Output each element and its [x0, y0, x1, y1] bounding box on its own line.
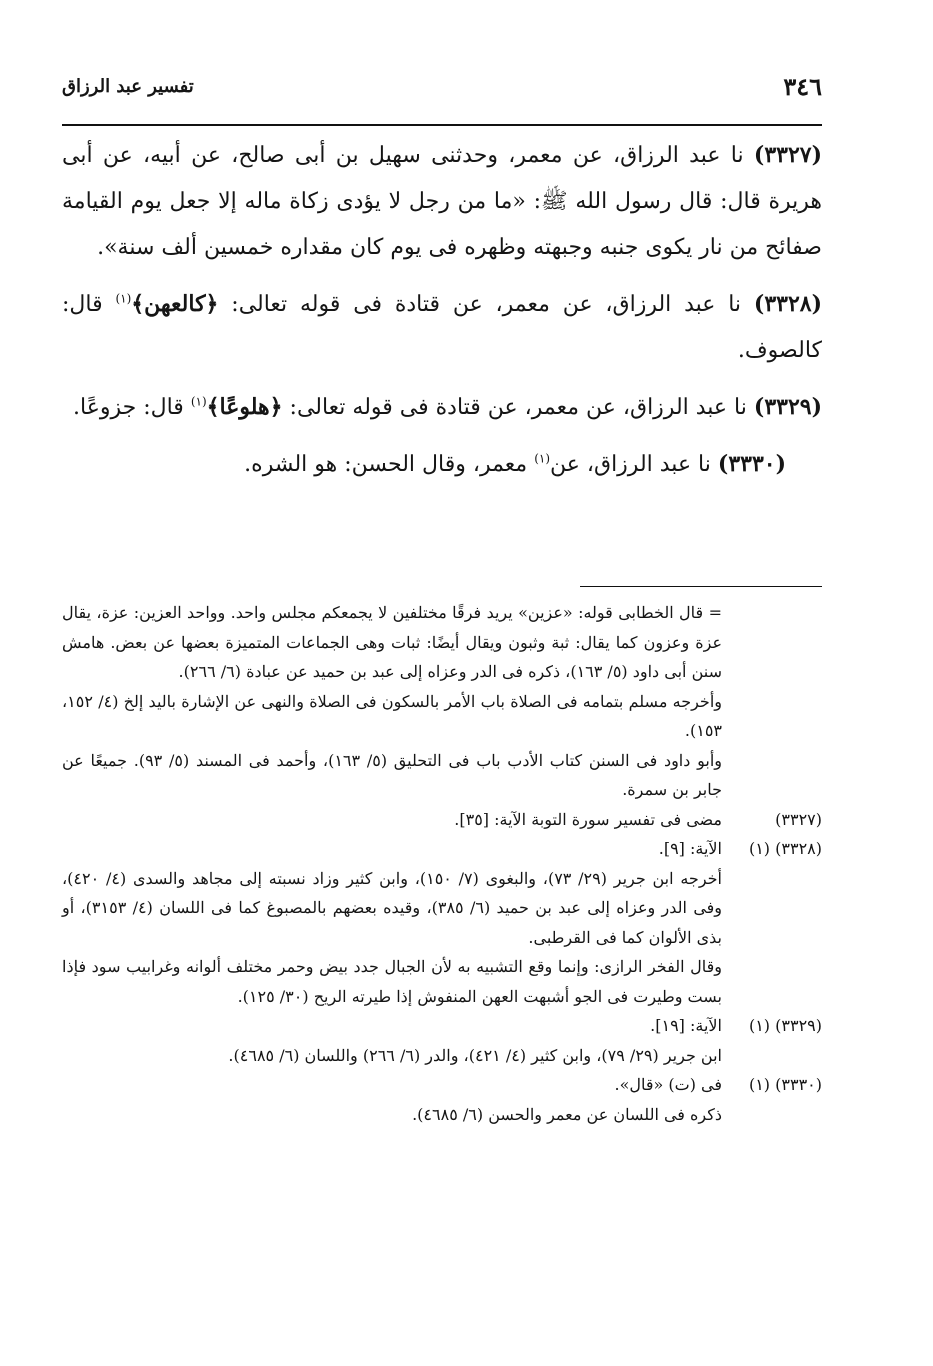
footnote-item — [62, 805, 822, 835]
running-title: تفسير عبد الرزاق — [62, 76, 194, 97]
footnote-item — [62, 1070, 822, 1100]
entry-3330 — [62, 441, 822, 488]
footnote-ref: (٣٣٢٧) — [775, 809, 822, 829]
footnote-marker: (١) — [115, 291, 132, 306]
entry-text: قال: كالصوف. — [62, 292, 822, 363]
header-rule — [62, 124, 822, 126]
entry-number: (٣٣٢٧) — [753, 142, 822, 168]
entry-number: (٣٣٢٩) — [753, 394, 822, 420]
main-text — [62, 132, 822, 498]
entry-number: (٣٣٣٠) — [717, 451, 786, 477]
page-header — [62, 70, 822, 100]
footnote-continuation: وأبو داود فى السنن كتاب الأدب باب فى التحليق (٥/ ١٦٣)، وأحمد فى المسند (٥/ ٩٣). جميعًا عن جابر بن سمرة. — [62, 750, 722, 799]
entry-text: قال: جزوعًا. — [73, 395, 184, 420]
footnote-marker: (١) — [534, 451, 551, 466]
entry-text: معمر، وقال الحسن: هو الشره. — [244, 452, 528, 477]
footnote-text: فى (ت) «قال». — [614, 1075, 722, 1094]
footnote-text: ذكره فى اللسان عن معمر والحسن (٦/ ٤٦٨٥). — [412, 1104, 722, 1124]
entry-text: نا عبد الرزاق، عن معمر، وحدثنى سهيل بن أبى صالح، عن أبيه، عن أبى هريرة قال: قال رسول الله ﷺ: «ما من رجل لا يؤدى زكاة ماله إلا جعل يوم القيامة صفائح من نار يكوى جنبه وجبهته وظهره فى يوم كان مقداره خمسين ألف سنة». — [62, 143, 822, 260]
footnote-text: وقال الفخر الرازى: وإنما وقع التشبيه به لأن الجبال جدد بيض وحمر مختلف ألوانه وغرابيب سود فإذا بست وطيرت فى الجو أشبهت العهن المنفوش إذا طيرته الريح (٣٠/ ١٢٥). — [62, 957, 722, 1006]
entry-text: نا عبد الرزاق، عن معمر، عن قتادة فى قوله تعالى: — [289, 395, 747, 420]
footnote-separator — [580, 586, 822, 587]
footnote-marker: (١) — [190, 394, 207, 409]
footnote-text: ابن جرير (٢٩/ ٧٩)، وابن كثير (٤/ ٤٢١)، والدر (٦/ ٢٦٦) واللسان (٦/ ٤٦٨٥). — [228, 1045, 722, 1065]
footnote-ref: (٣٣٢٩) (١) — [748, 1016, 822, 1035]
entry-3328 — [62, 281, 822, 374]
page-number: ٣٤٦ — [783, 72, 822, 101]
footnote-ref: (٣٣٣٠) (١) — [748, 1075, 822, 1094]
footnote-text: الآية: [١٩]. — [650, 1016, 722, 1035]
entry-text: نا عبد الرزاق، عن — [550, 452, 711, 477]
footnote-continuation: = قال الخطابى قوله: «عزين» يريد فرقًا مختلفين لا يجمعكم مجلس واحد. وواحد العزين: عزة، يقال عزة وعزون كما يقال: ثبة وثبون ويقال أيضًا: ثبات وهى الجماعات المتميزة بعضها عن بعض. هامش سنن أبى داود (٥/ ١٦٣)، ذكره فى الدر وعزاه إلى عبد بن حميد عن عبادة (٦/ ٢٦٦). — [62, 603, 723, 681]
entry-3327 — [62, 132, 822, 271]
footnote-item — [62, 834, 822, 864]
footnote-text: مضى فى تفسير سورة التوبة الآية: [٣٥]. — [454, 809, 722, 829]
entry-number: (٣٣٢٨) — [753, 291, 822, 317]
quran-quote: ﴿كالعهن﴾ — [131, 291, 219, 317]
footnote-ref: (٣٣٢٨) (١) — [748, 839, 822, 858]
footnote-item — [62, 1011, 822, 1041]
footnote-text: أخرجه ابن جرير (٢٩/ ٧٣)، والبغوى (٧/ ١٥٠)، وابن كثير وزاد نسبته إلى مجاهد والسدى (٤/ ٤٢٠)، وفى الدر وعزاه إلى عبد بن حميد (٦/ ٣٨٥)، وقيده بعضهم بالمصبوغ كما فى اللسان (٤/ ٣١٥٣)، أو بذى الألوان كما فى القرطبى. — [62, 868, 723, 947]
entry-3329 — [62, 384, 822, 431]
book-page — [62, 70, 822, 1330]
footnote-text: الآية: [٩]. — [658, 839, 722, 858]
quran-quote: ﴿هلوعًا﴾ — [206, 394, 283, 420]
footnote-continuation: وأخرجه مسلم بتمامه فى الصلاة باب الأمر بالسكون فى الصلاة والنهى عن الإشارة باليد إلخ (٤/ ١٥٢، ١٥٣). — [62, 691, 722, 740]
footnotes — [62, 598, 822, 1129]
entry-text: نا عبد الرزاق، عن معمر، عن قتادة فى قوله تعالى: — [231, 292, 742, 317]
